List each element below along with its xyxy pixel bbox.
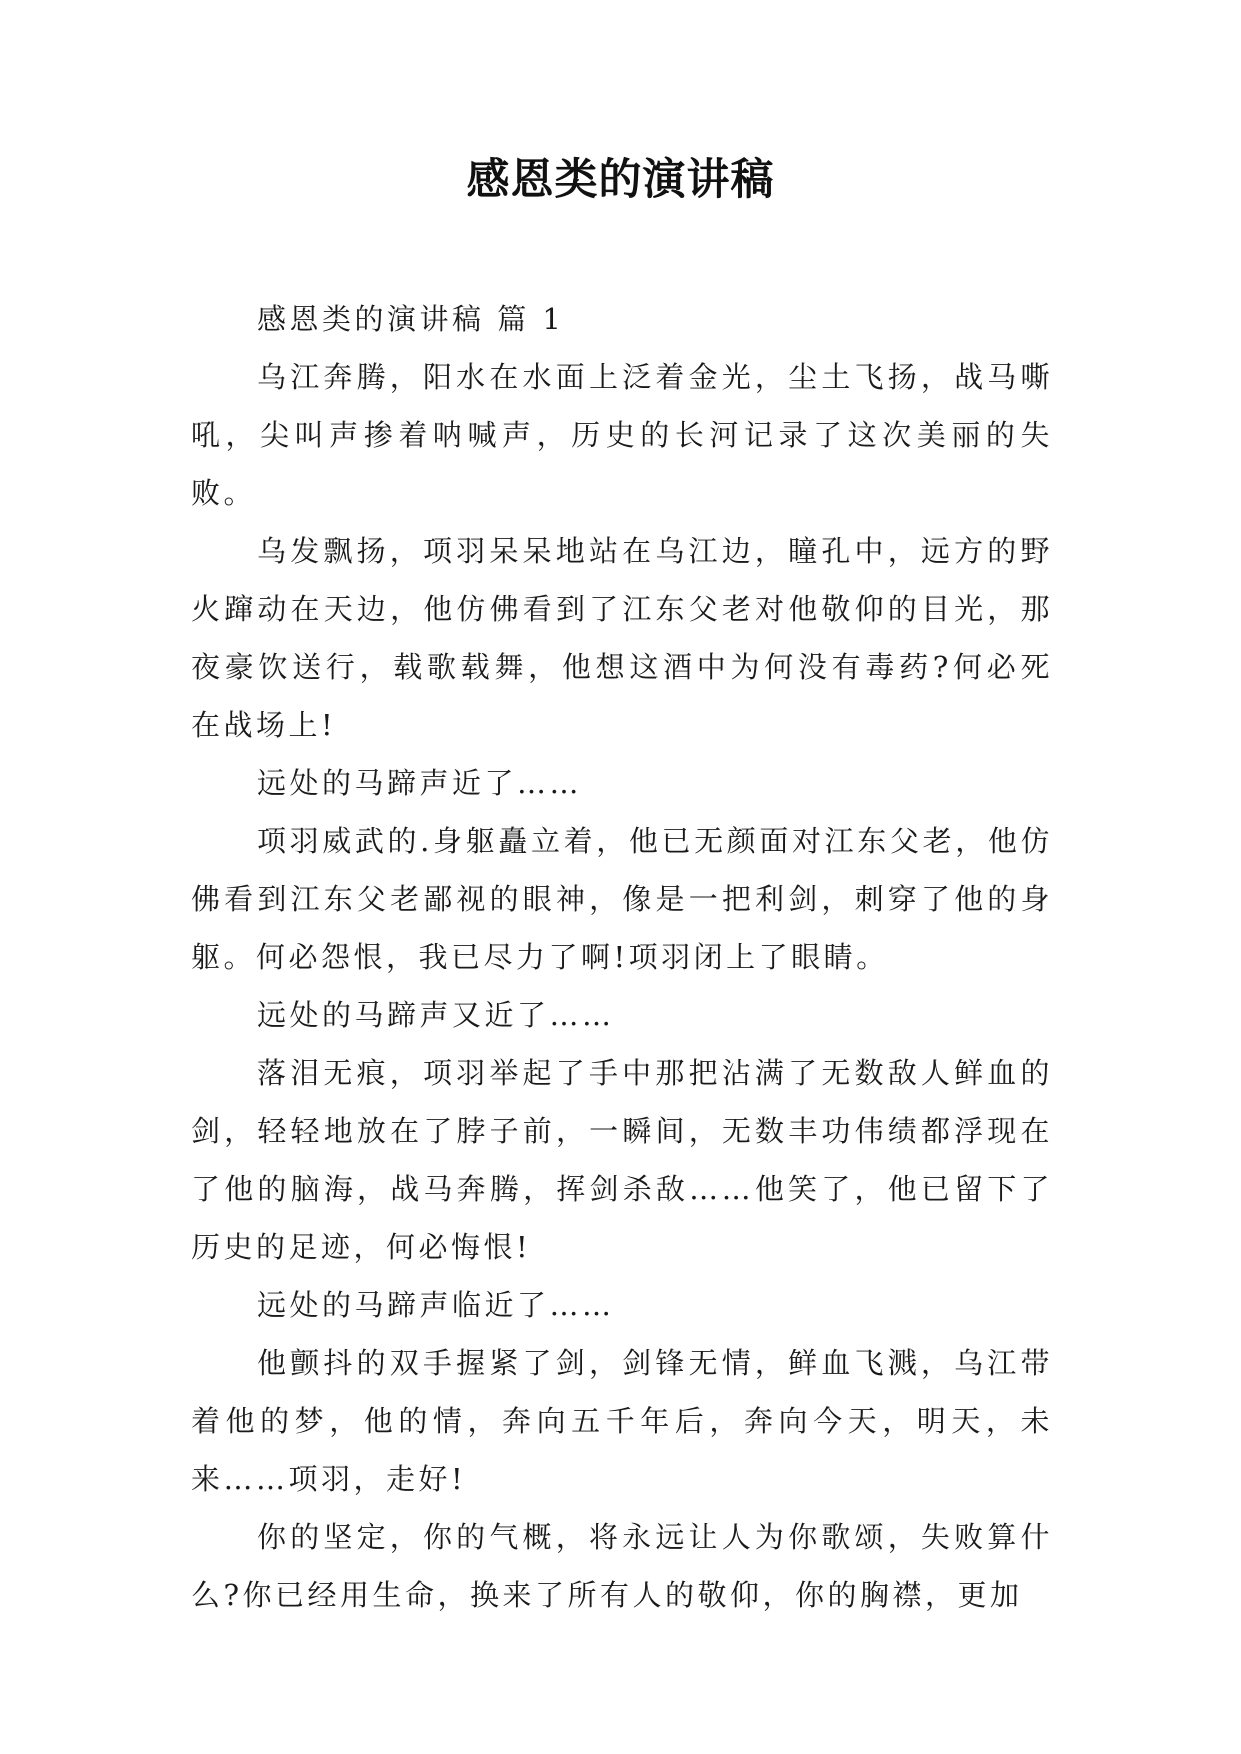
paragraph: 乌发飘扬，项羽呆呆地站在乌江边，瞳孔中，远方的野火蹿动在天边，他仿佛看到了江东父老对他敬仰的目光，那夜豪饮送行，载歌载舞，他想这酒中为何没有毒药?何必死在战场上! [191,534,1053,742]
paragraph: 落泪无痕，项羽举起了手中那把沾满了无数敌人鲜血的剑，轻轻地放在了脖子前，一瞬间，无数丰功伟绩都浮现在了他的脑海，战马奔腾，挥剑杀敌……他笑了，他已留下了历史的足迹，何必悔恨! [191,1056,1053,1264]
paragraph: 项羽威武的.身躯矗立着，他已无颜面对江东父老，他仿佛看到江东父老鄙视的眼神，像是一把利剑，刺穿了他的身躯。何必怨恨，我已尽力了啊!项羽闭上了眼睛。 [191,824,1053,974]
paragraph: 他颤抖的双手握紧了剑，剑锋无情，鲜血飞溅，乌江带着他的梦，他的情，奔向五千年后，奔向今天，明天，未来……项羽，走好! [191,1346,1053,1496]
section-heading: 感恩类的演讲稿 篇 1 [257,302,565,336]
paragraph: 你的坚定，你的气概，将永远让人为你歌颂，失败算什么?你已经用生命，换来了所有人的敬仰，你的胸襟，更加 [191,1520,1053,1612]
document-title: 感恩类的演讲稿 [466,155,775,205]
document-body [191,290,1053,1624]
paragraph: 乌江奔腾，阳水在水面上泛着金光，尘土飞扬，战马嘶吼，尖叫声掺着呐喊声，历史的长河记录了这次美丽的失败。 [191,360,1053,510]
paragraph: 远处的马蹄声又近了…… [257,998,615,1032]
paragraph: 远处的马蹄声临近了…… [257,1288,615,1322]
paragraph: 远处的马蹄声近了…… [257,766,583,800]
